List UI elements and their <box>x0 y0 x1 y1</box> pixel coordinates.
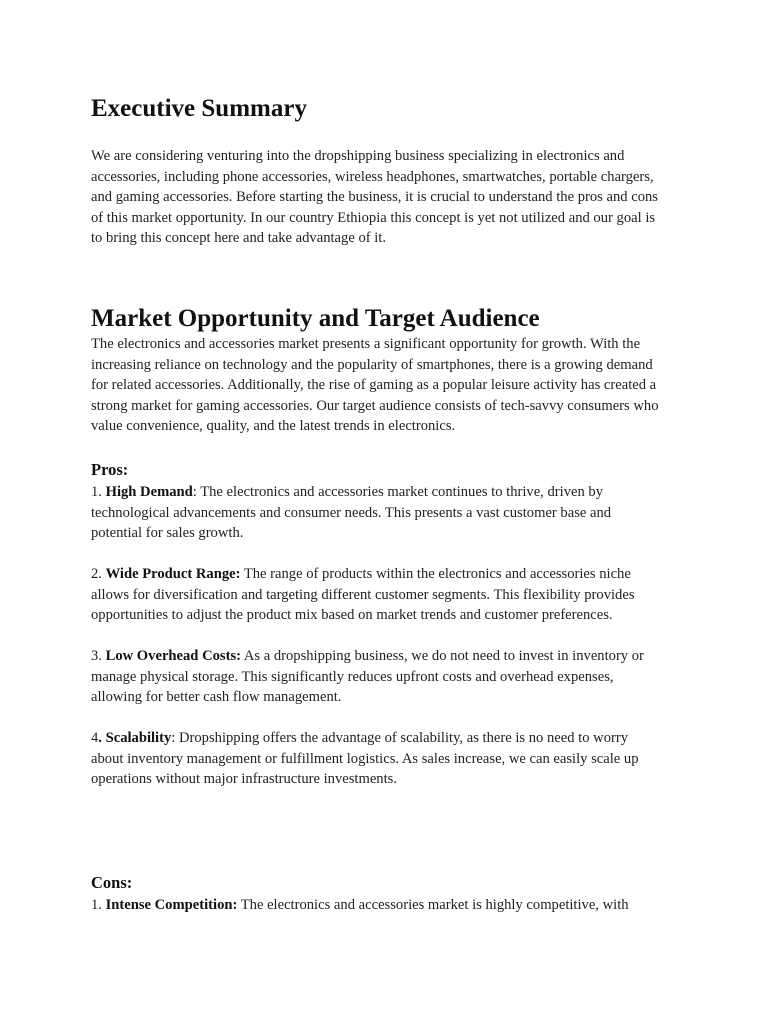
paragraph-line: to bring this concept here and take advantage of it. <box>91 230 387 246</box>
paragraph-line: manage physical storage. This significantly reduces upfront costs and overhead expenses, <box>91 668 614 685</box>
item-first-line <box>91 646 644 667</box>
item-number: 3. <box>91 648 106 664</box>
item-text: The range of products within the electronics and accessories niche <box>240 566 631 582</box>
item-number: 1. <box>91 897 106 913</box>
item-number: 1. <box>91 484 106 500</box>
paragraph-line: We are considering venturing into the dropshipping business specializing in electronics and <box>91 148 625 164</box>
item-title: Intense Competition: <box>105 897 238 913</box>
paragraph-line: allowing for better cash flow management. <box>91 689 342 705</box>
paragraph-line: The electronics and accessories market presents a significant opportunity for growth. With the <box>91 336 641 352</box>
paragraph-line: for related accessories. Additionally, the rise of gaming as a popular leisure activity has created a <box>91 377 657 393</box>
pros-item-high-demand <box>91 482 611 544</box>
item-title: Low Overhead Costs: <box>105 648 241 664</box>
item-text: : Dropshipping offers the advantage of scalability, as there is no need to worry <box>171 730 629 746</box>
cons-item-intense-competition <box>91 895 629 916</box>
item-first-line <box>91 564 635 585</box>
item-first-line <box>91 482 611 503</box>
item-first-line <box>91 895 629 916</box>
item-title: High Demand <box>105 484 193 500</box>
paragraph-line: strong market for gaming accessories. Our target audience consists of tech-savvy consumers who <box>91 397 659 414</box>
paragraph-line: increasing reliance on technology and the popularity of smartphones, there is a growing demand <box>91 356 653 373</box>
item-number: 2. <box>91 566 106 582</box>
paragraph-line: opportunities to adjust the product mix based on market trends and customer preferences. <box>91 607 613 623</box>
pros-heading: Pros: <box>91 460 129 479</box>
item-title: . Scalability <box>98 730 172 746</box>
market-opportunity-paragraph <box>91 334 659 437</box>
paragraph-line: about inventory management or fulfillment logistics. As sales increase, we can easily scale up <box>91 750 639 767</box>
paragraph-line: and gaming accessories. Before starting the business, it is crucial to understand the pros and cons <box>91 189 658 205</box>
paragraph-line: value convenience, quality, and the latest trends in electronics. <box>91 418 456 434</box>
paragraph-line: technological advancements and consumer needs. This presents a vast customer base and <box>91 504 612 521</box>
cons-heading: Cons: <box>91 873 133 892</box>
pros-item-wide-product-range <box>91 564 635 626</box>
item-text: The electronics and accessories market is highly competitive, with <box>237 897 629 913</box>
executive-summary-paragraph <box>91 146 658 249</box>
item-number: 4 <box>91 730 99 746</box>
pros-item-low-overhead-costs <box>91 646 644 708</box>
item-first-line <box>91 728 639 749</box>
paragraph-line: accessories, including phone accessories, wireless headphones, smartwatches, portable chargers, <box>91 168 654 185</box>
item-text: : The electronics and accessories market continues to thrive, driven by <box>192 484 604 500</box>
paragraph-line: potential for sales growth. <box>91 525 244 541</box>
item-text: As a dropshipping business, we do not need to invest in inventory or <box>241 648 644 664</box>
paragraph-line: allows for diversification and targeting different customer segments. This flexibility provides <box>91 586 635 603</box>
item-title: Wide Product Range: <box>105 566 241 582</box>
executive-summary-heading: Executive Summary <box>91 95 307 122</box>
paragraph-line: of this market opportunity. In our country Ethiopia this concept is yet not utilized and our goal is <box>91 209 656 226</box>
paragraph-line: operations without major infrastructure investments. <box>91 771 397 787</box>
market-opportunity-heading: Market Opportunity and Target Audience <box>91 305 540 332</box>
pros-item-scalability <box>91 728 639 790</box>
